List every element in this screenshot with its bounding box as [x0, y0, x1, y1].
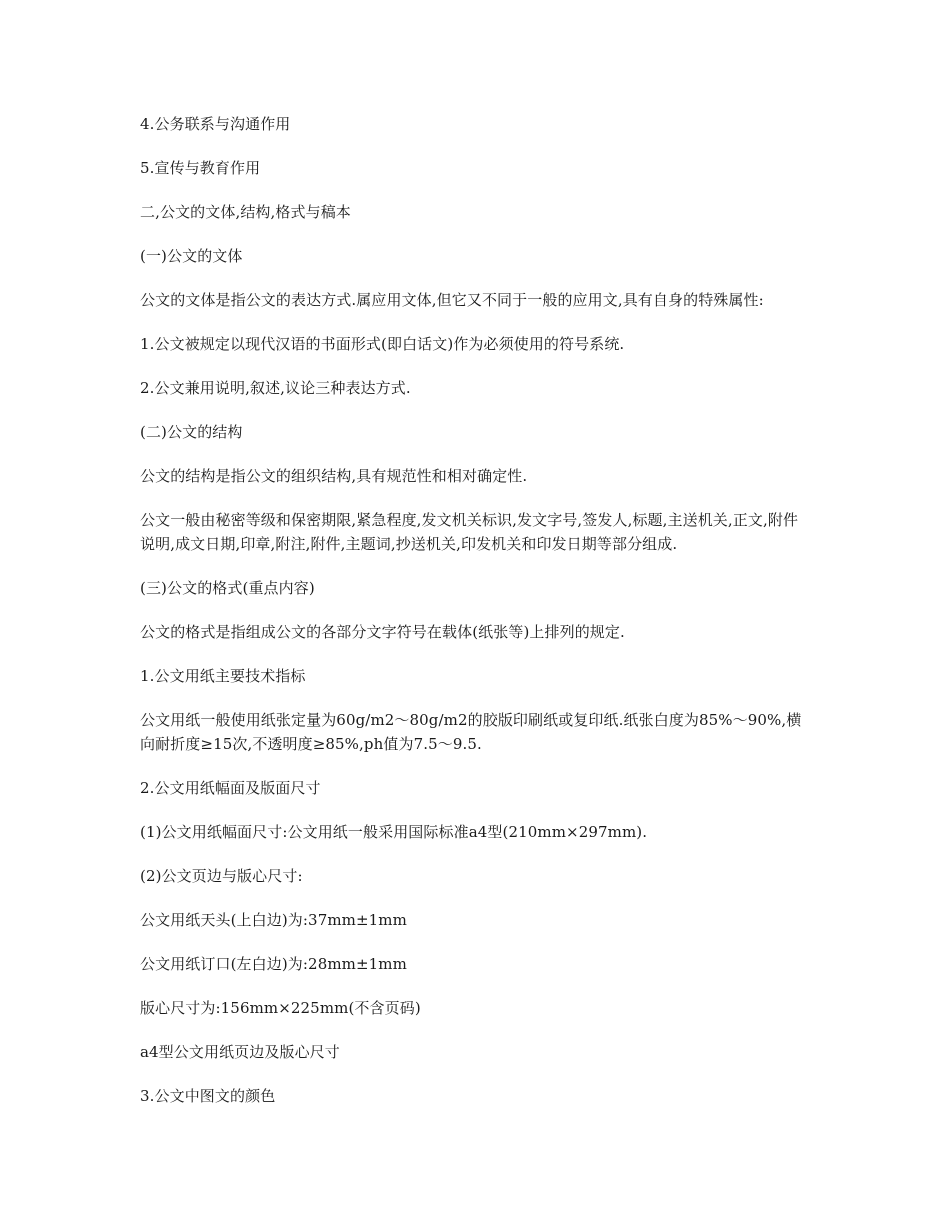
paragraph-top-margin: 公文用纸天头(上白边)为:37mm±1mm: [140, 911, 407, 929]
subsection-heading-format: (三)公文的格式(重点内容): [140, 579, 315, 597]
paragraph-margin-heading: (2)公文页边与版心尺寸:: [140, 867, 303, 885]
list-item-communication: 4.公务联系与沟通作用: [140, 115, 291, 133]
paragraph-paper-specs: 公文用纸一般使用纸张定量为60g/m2～80g/m2的胶版印刷纸或复印纸.纸张白度为85%～90%,横向耐折度≥15次,不透明度≥85%,ph值为7.5～9.5.: [140, 711, 802, 753]
list-item-expression-modes: 2.公文兼用说明,叙述,议论三种表达方式.: [140, 379, 411, 397]
paragraph-a4-caption: a4型公文用纸页边及版心尺寸: [140, 1043, 340, 1061]
section-heading-style-structure: 二,公文的文体,结构,格式与稿本: [140, 203, 351, 221]
list-item-paper-size: 2.公文用纸幅面及版面尺寸: [140, 779, 321, 797]
subsection-heading-style: (一)公文的文体: [140, 247, 243, 265]
paragraph-paper-size: (1)公文用纸幅面尺寸:公文用纸一般采用国际标准a4型(210mm×297mm).: [140, 823, 648, 841]
paragraph-left-margin: 公文用纸订口(左白边)为:28mm±1mm: [140, 955, 407, 973]
paragraph-format-definition: 公文的格式是指组成公文的各部分文字符号在载体(纸张等)上排列的规定.: [140, 623, 625, 641]
paragraph-structure-parts: 公文一般由秘密等级和保密期限,紧急程度,发文机关标识,发文字号,签发人,标题,主送机关,正文,附件说明,成文日期,印章,附注,附件,主题词,抄送机关,印发机关和印发日期等部分组成.: [140, 511, 799, 553]
list-item-written-form: 1.公文被规定以现代汉语的书面形式(即白话文)作为必须使用的符号系统.: [140, 335, 625, 353]
list-item-publicity: 5.宣传与教育作用: [140, 159, 261, 177]
paragraph-structure-definition: 公文的结构是指公文的组织结构,具有规范性和相对确定性.: [140, 467, 528, 485]
subsection-heading-structure: (二)公文的结构: [140, 423, 243, 441]
document-page: [140, 112, 812, 1128]
list-item-colors: 3.公文中图文的颜色: [140, 1087, 276, 1105]
list-item-paper-specs: 1.公文用纸主要技术指标: [140, 667, 306, 685]
paragraph-style-definition: 公文的文体是指公文的表达方式.属应用文体,但它又不同于一般的应用文,具有自身的特殊属性:: [140, 291, 764, 309]
paragraph-text-area-size: 版心尺寸为:156mm×225mm(不含页码): [140, 999, 421, 1017]
